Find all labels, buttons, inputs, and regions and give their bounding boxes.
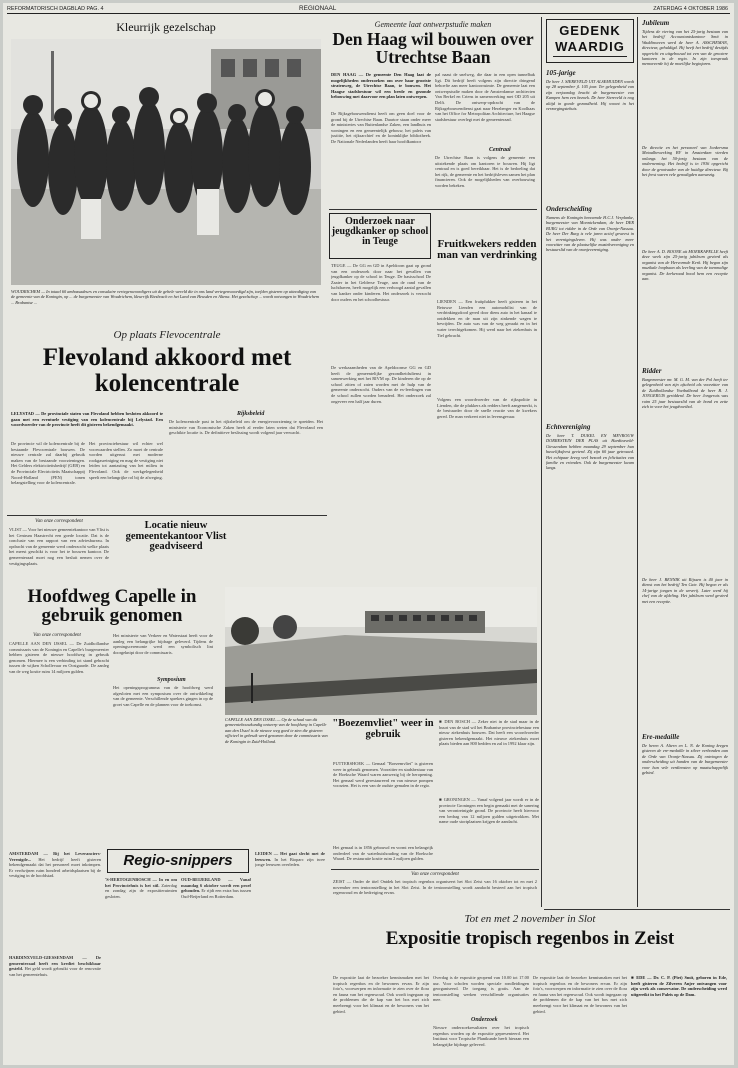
article-teuge (329, 211, 433, 561)
body-4: De expositie laat de bezoeker kennismaken met het tropisch regenbos en de bewoners ervan. Er zijn foto's, voorwerpen en informatie te zien over de flora en fauna van het regenwoud. Ook wordt ingegaan op de problemen die de kap van het bos met zich meebrengt voor het klimaat en de bewoners van het gebied. (533, 975, 627, 1014)
page-header (3, 3, 734, 13)
body: CAPELLE AAN DEN IJSSEL — De Zuidhollandse commissaris van de Koningin en Capelle's burgemeester hebben gisteren de nieuwe hoofdweg in gebruik genomen. Hiermee is een verbinding tot stand gebracht tussen de wijken Schollevaar en Oostgaarde. De aanleg van de weg kostte ruim 14 miljoen gulden. (9, 641, 109, 674)
regio-item-3 (105, 877, 177, 1057)
regio-snippers (7, 847, 327, 1061)
regio-item-body: Het bedrijf heeft gisteren bekendgemaakt dat het personeel moet inkrimpen. Er verdwijnen ruim honderd arbeidsplaatsen bij de vestiging in de hoofdstad. (9, 856, 101, 879)
gedenkwaardig-right (640, 17, 730, 907)
article-vlist (7, 517, 327, 585)
regio-title-box (107, 849, 249, 873)
article-zeist-intro (331, 871, 539, 911)
section-jubileum-body-3: De heer A. D. BOONE uit MOERKAPELLE heeft deze week zijn 25-jarig jubileum gevierd als organist van de Hervormde Kerk. Hij begon zijn muzikale loopbaan als leerling van de toenmalige organist. De kerkeraad bood hem een receptie aan. (642, 249, 728, 282)
capelle-photo-image (225, 587, 537, 715)
header-date: ZATERDAG 4 OKTOBER 1986 (653, 6, 728, 12)
section-jubileum: Jubileum (642, 19, 670, 27)
regio-item-1 (9, 851, 101, 951)
logo-rule (553, 56, 627, 57)
regio-title: Regio-snippers (123, 852, 233, 869)
kicker: Van onze correspondent (35, 519, 83, 524)
subhead: Centraal (489, 147, 511, 153)
article-den-haag (329, 17, 537, 207)
photo-caption: WOUDRICHEM — In totaal 60 ambassadeurs en consulaire vertegenwoordigers uit de gehele wereld die in ons land vertegenwoordigd zijn, toefden gisteren op uitnodiging van de gemeente van de Koningin, op ... de burgemeester van Woudrichem, kleurrijk Biesbosch en het Land van Heusden en Altena. Het gezelschap ... wordt ontvangen in Woudrichem ... Brabantse ... (11, 289, 319, 305)
regio-item-2 (9, 955, 101, 1059)
regio-item-body: Zaterdag en zondag zijn de expositieruimten gesloten. (105, 882, 177, 899)
body-2: pal naast de snelweg, die daar in een open tunnelbak ligt. Dit bedrijf heeft volgens zijn directie dringend behoefte aan meer kantoorruimte. De gemeente laat een ontwerpstudie maken door de Amsterdamse architecten Van Berkel en Criens in samenwerking met OD 205 uit Delft. De ontwerp-opdracht van de Rijksgebouwendienst gaat naar Herzberger en Koolhaas van het Office for Metropolitan Architecture, het Haagse stadsbestuur overlegt met de gemeenteraad. (435, 72, 535, 122)
body-2: Het ministerie van Verkeer en Waterstaat heeft voor de aanleg een belangrijke bijdrage geleverd. Tijdens de openingsceremonie werd een symbolisch lint doorgeknipt door de commissaris. (113, 633, 213, 655)
rule (7, 515, 327, 516)
headline: Hoofdweg Capelle in gebruik genomen (27, 586, 197, 627)
rule (544, 909, 730, 910)
section-echtvereniging: Echtvereniging (546, 423, 591, 431)
body-2: Volgens een woordvoerder van de rijkspolitie in Lienden, die de plukkers als redders heeft aangemerkt, is de bestuurder door de snelle reactie van de kwekers gered. De man verkeert niet in levensgevaar. (437, 397, 537, 419)
regio-item-4 (181, 877, 251, 1057)
lead: DEN HAAG — De gemeente Den Haag laat de mogelijkheden onderzoeken om over haar grootste stratenweg, de Utrechtse Baan, te bouwen. Het Haagse stadsbestuur wil een brede en gezonde bebouwing met daarvoor een plan laten ontwerpen. (331, 72, 431, 100)
body: De provincie wil de kolencentrale bij de bestaande Flevocentrale bouwen. De nieuwe centrale zal daarbij gebruik maken van de bestaande voorzieningen. Het Gelders elektriciteitsbedrijf (GEB) en de Provinciale Electriciteits Maatschappij Noord-Holland (PEN) tonen belangstelling voor de kolencentrale. (11, 441, 85, 486)
article-expositie (331, 911, 729, 1063)
body-3: De Utrechtse Baan is volgens de gemeente een uitstekende plaats om kantoren te bouwen. Hij ligt centraal en is goed bereikbaar. Het is de bedoeling dat het rijk, de gemeente en het bedrijfsleven samen het plan financieren. Ook de mogelijkheden van overbouwing worden bekeken. (435, 155, 535, 188)
section-jubileum-body: Tijdens de viering van het 25-jarig bestaan van het bedrijf Accountantskantoor Smit in Waddinxveen werd de heer A. ASSCHEMAN, directeur, gehuldigd. Hij heeft het bedrijf destijds opgericht en uitgebouwd tot een van de grootere kantoren in de regio. In zijn toespraak memoreerde hij de moeilijke beginjaren. (642, 29, 728, 67)
header-left: REFORMATORISCH DAGBLAD PAG. 4 (7, 6, 104, 12)
section-onderscheiding-body: Namens de Koningin benoemde H.C.J. Verplanke, burgemeester van Monnickendam, de heer DER BURG tot ridder in de Orde van Oranje-Nassau. De heer Der Burg is vele jaren actief geweest in het verenigingsleven. Hij was onder meer voorzitter van de plaatselijke muziekvereniging en bestuurslid van de oranjevereniging. (546, 215, 634, 253)
body-2: Het gemaal is in 1856 gebouwd en vormt een belangrijk onderdeel van de waterhuishouding van de Hoeksche Waard. De restauratie kostte ruim 2 miljoen gulden. (333, 845, 433, 862)
header-section: REGIONAAL (299, 5, 337, 12)
brief-den-bosch: ■ DEN BOSCH — Zeker niet in de stad maar in de buurt van de stad wil het Brabantse provinciebestuur een nieuw ziekenhuis bouwen. Dat heeft een woordvoerder gisteren bekendgemaakt. Het nieuwe ziekenhuis moet plaats bieden aan 800 bedden en zal in 1992 klaar zijn. (439, 719, 539, 747)
headline: Den Haag wil bouwen over Utrechtse Baan (332, 29, 534, 67)
regio-item-body: Er rijdt een extra bus tussen Oud-Beijerland en Rotterdam. (181, 888, 251, 899)
lead: LELYSTAD — De provinciale staten van Flevoland hebben besloten akkoord te gaan met een eventuele vestiging van een kolencentrale bij Lelystad. Een woordvoerder van de provincie heeft dit gisteren bekendgemaakt. (11, 411, 163, 428)
section-echtvereniging-body: De heer T. DUKEL EN MEVROUW DORRESTEIN DER PLAS uit Hardinxveld-Giessendam hebben maandag 29 september hun huwelijksfeest gevierd. Zij zijn 60 jaar getrouwd. Het echtpaar kreeg veel bezoek en felicitaties van familie en vrienden. Ook de burgemeester kwam langs. (546, 433, 634, 471)
article-kleurrijk (7, 17, 325, 325)
regio-item-head: OUD-BEIJERLAND — Vanaf maandag 6 oktober wordt een proef gehouden. (181, 877, 251, 894)
regio-item-head: 'S-HERTOGENBOSCH — In en om het Provinciehuis is het stil. (105, 877, 177, 888)
gedenkwaardig-logo (546, 19, 634, 63)
article-fruitkwekers (435, 211, 539, 561)
body-3: Het openingsprogramma van de hoofdweg werd afgesloten met een symposium over de ontwikkeling van de gemeente. Verschillende sprekers gingen in op de groei van Capelle en de plannen voor de toekomst. (113, 685, 213, 707)
body: PUTTERSHOEK — Gemaal "Boezemvliet" is gisteren weer in gebruik genomen. Voorzitter en stadsbestuur van de Hoeksche Waard waren aanwezig bij de heropening. Het gemaal werd gerestaureerd en van nieuwe pompen voorzien. Het is een van de oudste gemalen in de regio. (333, 761, 433, 789)
subhead: Onderzoek (471, 1017, 498, 1023)
body-3: De kolencentrale past in het rijksbeleid om de energievoorziening te spreiden. Het ministerie van Economische Zaken heeft al eerder laten weten dat Flevoland een geschikte locatie is. De definitieve beslissing wordt volgend jaar verwacht. (169, 419, 323, 436)
section-105-jarige: 105-jarige (546, 69, 576, 77)
headline: Fruitkwekers redden man van verdrinking (437, 238, 537, 262)
body: LIENDEN — Een fruitplukker heeft gisteren in het Betuwse Lienden een automobilist van de verdrinkingsdood gered door diens auto in het kanaal te ontdekken en de man uit zijn zinkende wagen te bevrijden. De auto was van de weg geraakt en in het water terechtgekomen. Hij werd naar het ziekenhuis in Tiel gebracht. (437, 299, 537, 338)
body: De expositie laat de bezoeker kennismaken met het tropisch regenbos en de bewoners ervan. Er zijn foto's, voorwerpen en informatie te zien over de flora en fauna van het regenwoud. Ook wordt ingegaan op de problemen die de kap van het bos met zich meebrengt voor het klimaat en de bewoners van het gebied. (333, 975, 429, 1014)
headline: "Boezemvliet" weer in gebruik (332, 718, 434, 740)
header-rule (7, 13, 730, 14)
subhead: Symposium (157, 677, 186, 683)
body: ZEIST — Onder de titel Ontdek het tropisch regenbos organiseert het Slot Zeist van 16 oktober tot en met 2 november een tentoonstelling in het Slot Zeist. In de tentoonstelling wordt aandacht besteed aan het tropisch regenwoud en de bedreiging ervan. (333, 879, 537, 896)
regio-item-head: AMSTERDAM — Bij het Leveranciers-Verenigde... (9, 851, 101, 862)
regio-item-body: In het Bioparc zijn twee jonge leeuwen overleden. (255, 856, 325, 868)
headline: Flevoland akkoord met kolencentrale (42, 344, 292, 397)
regio-item-head: LEIDEN — Het gaat slecht met de leeuwen. (255, 851, 325, 862)
brief-groningen: ■ GRONINGEN — Vanaf volgend jaar wordt er in de provincie Groningen een begin gemaakt met de sanering van verontreinigde grond. De provincie heeft hiervoor een bedrag van 12 miljoen gulden uitgetrokken. Met name oude stortplaatsen krijgen de aandacht. (439, 797, 539, 825)
article-capelle (7, 585, 217, 845)
section-ridder: Ridder (642, 367, 662, 375)
kicker: Van onze correspondent (33, 633, 81, 638)
gedenkwaardig-left (544, 17, 636, 907)
group-photo (11, 39, 321, 285)
article-briefs (437, 717, 539, 867)
rule (331, 869, 539, 870)
body-3: Nieuwe onderzoekresultaten over het tropisch regenbos worden op de expositie gepresenteerd. Het Instituut voor Tropische Plantkunde heeft hieraan een belangrijke bijdrage geleverd. (433, 1025, 529, 1047)
headline: Kleurrijk gezelschap (116, 20, 216, 34)
body-2: De werkzaamheden van de Apeldoornse GG en GD heeft de gemeentelijke gezondheidsdienst in samenwerking met het RIVM op. De kinderen die op de school zitten of zaten worden met de hulp van de gemeente onderzocht. Ouders van de ex-leerlingen van de school zullen worden benaderd. Het onderzoek zal ongeveer een half jaar duren. (331, 365, 431, 404)
rule (329, 209, 537, 210)
headline: Onderzoek naar jeugdkanker op school in Teuge (331, 216, 429, 248)
body: VLIST — Voor het nieuwe gemeentekantoor van Vlist is het Centrum Haastrecht een goede locatie. Dat is de conclusie van een rapport van een adviesbureau. In opdracht van de gemeente werd onderzocht welke plaats het meest geschikt is voor het te bouwen kantoor. De gemeenteraad moet nog een besluit nemen over de vestigingsplaats. (9, 527, 109, 566)
section-105-jarige-body: De heer J. SIEREVELD UIT ALSEMUIDEN wordt op 28 september jl. 105 jaar. Ter gelegenheid van zijn verjaardag bracht de burgemeester van Kampen hem een bezoek. De heer Siereveld is nog altijd in goede gezondheid. Hij woont in het verzorgingstehuis. (546, 79, 634, 112)
kicker: Van onze correspondent (411, 872, 459, 877)
article-flevoland (7, 327, 327, 513)
kicker: Op plaats Flevocentrale (113, 329, 221, 341)
newspaper-page (3, 3, 734, 1065)
regio-item-5 (255, 851, 325, 1059)
capelle-photo (225, 587, 537, 715)
headline: Expositie tropisch regenbos in Zeist (385, 928, 675, 949)
body-2: Het provinciebestuur wil echter wel voorwaarden stellen. Zo moet de centrale worden uitgerust met moderne rookgasreiniging en mag de vestiging niet leiden tot aantasting van het milieu in Flevoland. Ook de werkgelegenheid speelt een belangrijke rol bij de afweging. (89, 441, 163, 480)
brief-ede: ■ EDE — Dr. C. P. (Piet) Smit, geboren in Ede, heeft gisteren de Zilveren Anjer ontvangen voor zijn werk als conservator. De onderscheiding werd uitgereikt in het Paleis op de Dam. (631, 975, 727, 997)
body-2: Overdag is de expositie geopend van 10.00 tot 17.00 uur. Voor scholen worden speciale rondleidingen georganiseerd. De toegang is gratis. Aan de tentoonstelling werken verschillende organisaties mee. (433, 975, 529, 1003)
body: TEUGE — De GG en GD in Apeldoorn gaat op grond van een onderzoek door naar het gevallen van jeugdkanker op de school in Teuge. De basisschool De Zaaier in het Gelderse Teuge, aan de rand van de luchthaven, heeft mogelijk een verhoogd aantal gevallen van kanker onder kinderen. Het onderzoek is verzocht door ouders en het schoolbestuur. (331, 263, 431, 302)
section-ere-medaille-body: De heren A. Altern en L. N. de Koning kregen gisteren de ere-medaille in zilver verbonden aan de Orde van Oranje-Nassau. Zij ontvingen de onderscheiding uit handen van de burgemeester voor hun vele verdiensten op maatschappelijk gebied. (642, 743, 728, 776)
column-rule (637, 17, 638, 907)
section-onderscheiding: Onderscheiding (546, 205, 592, 213)
subhead: Rijksbeleid (237, 411, 265, 417)
column-rule (541, 17, 542, 907)
body: De Rijksgebouwendienst heeft om geen doel voor de grond bij de Utrechtse Baan. Daartoe staan onder meer de ministeries van Buitenlandse Zaken, een landhuis en woningen en een gemeentelijk gebouw, het paleis van justitie, het rijksarchief en de koninklijke bibliotheek. De Nationale Nederlanden heeft haar hoofdkantoor (331, 111, 431, 144)
section-jubileum-body-2: De directie en het personeel van Jonkersma Metaalbewerking BV in Amsterdam vierden onlangs het 50-jarig bestaan van de onderneming. Het bedrijf is in 1936 opgericht door de grootvader van de huidige directeur. Bij het feest waren vele genodigden aanwezig. (642, 145, 728, 178)
kicker: Gemeente laat ontwerpstudie maken (374, 20, 492, 29)
logo-line-1: GEDENK (559, 23, 621, 38)
regio-item-body: Het geld wordt gebruikt voor de renovatie van het gemeentehuis. (9, 966, 101, 977)
photo-caption: CAPELLE AAN DEN IJSSEL — Op de schaal van dit gemeentebouwkundig ontwerp van de hoofdweg in Capelle aan den IJssel is de nieuwe weg goed te zien die gisteren officieel in gebruik werd genomen door de commissaris van de Koningin in Zuid-Holland. (225, 717, 328, 744)
logo-line-2: WAARDIG (555, 39, 625, 54)
article-boezemvliet (331, 717, 435, 867)
regio-item-head: HARDINXVELD-GIESSENDAM — De gemeenteraad heeft een krediet beschikbaar gesteld. (9, 955, 101, 972)
section-ridder-body-2: De heer J. BENNIK uit Rijssen is 40 jaar in dienst van het bedrijf Ten Cate. Hij begon er als 14-jarige jongen in de weverij. Later werd hij chef van de afdeling. Het jubileum werd gevierd met een receptie. (642, 577, 728, 604)
group-photo-image (11, 39, 321, 285)
headline: Locatie nieuw gemeentekantoor Vlist geadviseerd (125, 520, 227, 553)
section-ridder-body: Burgemeester mr. M. G. M. van der Pol heeft ter gelegenheid van zijn afscheid als voorzitter van de Zuidhollandse Voetbalbond de heer B. J. JONGERUIS geridderd. De heer Jongeruis was ruim 25 jaar bestuurslid van de bond en zette zich in voor het jeugdvoetbal. (642, 377, 728, 410)
kicker: Tot en met 2 november in Slot (464, 913, 596, 925)
section-ere-medaille: Ere-medaille (642, 733, 680, 741)
